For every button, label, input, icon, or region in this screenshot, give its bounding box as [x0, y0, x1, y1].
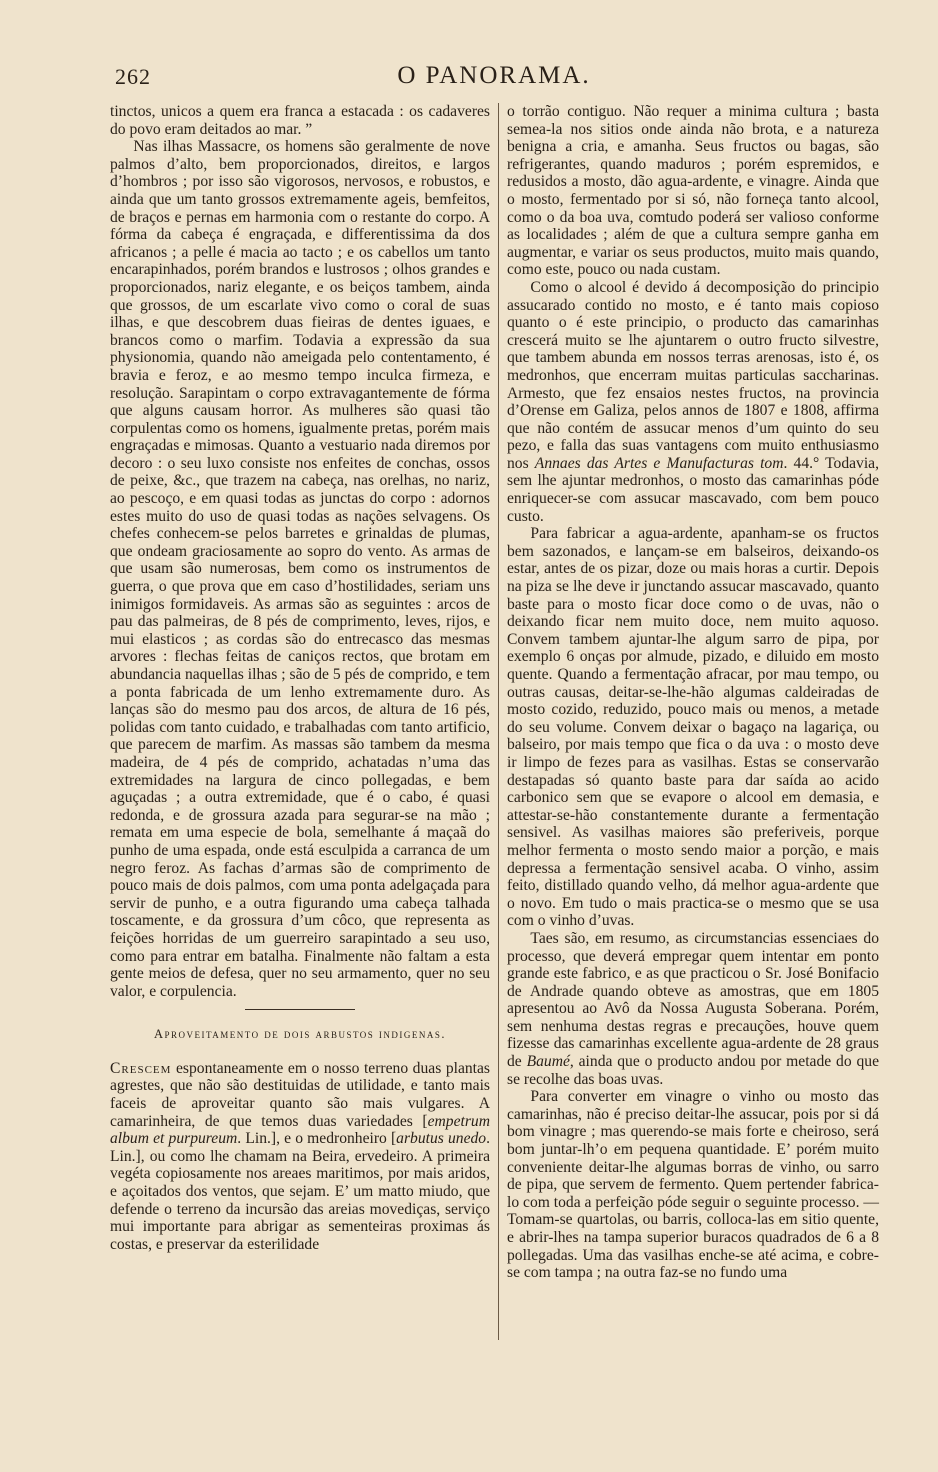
latin-name: empetrum album et purpureum [110, 1112, 490, 1148]
unit-name: Baumé [526, 1053, 570, 1071]
running-title: O PANORAMA. [397, 62, 591, 89]
paragraph-continuation: tinctos, unicos a quem era franca a estacada : os cadaveres do povo eram deitados ao mar. ” [110, 103, 490, 138]
lead-word: Crescem [110, 1059, 172, 1077]
paragraph-massacre-islands: Nas ilhas Massacre, os homens são geralmente de nove palmos d’alto, bem proporcionados, direitos, e largos d’hombros ; por isso são vigorosos, nervosos, e robustos, e ainda que um tanto grossos extremamente ageis, bemfeitos, de braços e pernas em harmonia com o restante do corpo. A fórma da cabeça é engraçada, e differentissima da dos africanos ; a pelle é macia ao tacto ; e os cabellos um tanto encarapinhados, porém brandos e lustrosos ; olhos grandes e proporcionados, nariz elegante, e os beiços tambem, ainda que grossos, de um escarlate vivo como o coral de suas ilhas, e que descobrem duas fieiras de dentes iguaes, e brancos como o marfim. Todavia a expressão da sua physionomia, quando não ameigada pelo contentamento, é bravia e feroz, e ao mesmo tempo inculca firmeza, e resolução. Sarapintam o corpo extravagantemente de fórma que alguns causam horror. As mulheres são quasi tão corpulentas como os homens, igualmente pretas, porém mais engraçadas e mimosas. Quanto a vestuario nada diremos por decoro : o seu luxo consiste nos enfeites de conchas, ossos de peixe, &c., que trazem na cabeça, nas orelhas, no nariz, ao pescoço, e em quasi todas as junctas do corpo : adornos estes muito do uso de quasi todas as nações selvagens. Os chefes conhecem-se pelos barretes e grinaldas de plumas, que ondeam graciosamente ao sopro do vento. As armas de que usam são numerosas, bem como os instrumentos de guerra, o que prova que em caso d’hostilidades, seriam uns inimigos formidaveis. As armas são as seguintes : arcos de pau das palmeiras, de 8 pés de comprimento, leves, rijos, e mui elasticos ; as cordas são do entrecasco das mesmas arvores : flechas feitas de caniços rectos, que brotam em abundancia naquellas ilhas ; são de 5 pés de comprido, e tem a ponta fabricada de um lenho extremamente duro. As lanças são do mesmo pau dos arcos, de altura de 16 pés, polidas com tanto cuidado, e trabalhadas com tanto artificio, que parecem de marfim. As massas são tambem da mesma madeira, de 4 pés de comprido, achatadas n’uma das extremidades na largura de cinco pollegadas, e bem aguçadas ; a outra extremidade, que é o cabo, é quasi redonda, e de grossura azada para segurar-se na mão ; remata em uma especie de bola, semelhante á maçaã do punho de uma espada, onde está esculpida a carranca de um negro feroz. As fachas d’armas são de comprimento de pouco mais de dois palmos, com uma ponta adelgaçada para servir de punho, e a outra figurando uma cabeça talhada toscamente, e da grossura d’um côco, que representa as feições horridas de um guerreiro sarapintado a seu uso, como para entrar em batalha. Finalmente não faltam a esta gente meios de defesa, quer no seu armamento, quer no seu valor, e corpulencia. [110, 138, 490, 1000]
paragraph-brandy-process: Para fabricar a agua-ardente, apanham-se os fructos bem sazonados, e lançam-se em balseiros, deixando-os estar, antes de os pizar, doze ou mais horas a curtir. Depois na piza se lhe deve ir junctando assucar mascavado, quanto baste para o mosto ficar doce como o de uvas, não o deixando ficar nem muito doce, nem muito aquoso. Convem tambem ajuntar-lhe algum sarro de pipa, por exemplo 6 onças por almude, pizado, e diluido em mosto quente. Quando a fermentação afracar, por mau tempo, ou outras causas, deitar-se-lhe-hão algumas caldeiradas de mosto cozido, reduzido, pouco mais ou menos, a metade do seu volume. Convem deixar o bagaço na lagariça, ou balseiro, por mais tempo que fica o da uva : o mosto deve ir limpo de fezes para as vasilhas. Estas se conservarão destapadas só quanto baste para dar saída ao acido carbonico sem que se evapore o alcool em demasia, e attestar-se-hão constantemente durante a fermentação sensivel. As vasilhas maiores são preferiveis, porque melhor fermenta o mosto sendo maior a porção, e mais depressa a fermentação sensivel acaba. O vinho, assim feito, distillado quando velho, dá melhor agua-ardente que o novo. Em tudo o mais practica-se o mesmo que se usa com o vinho d’uvas. [507, 525, 879, 930]
section-divider [245, 1009, 355, 1010]
paragraph-shrubs-intro: Crescem espontaneamente em o nosso terreno duas plantas agrestes, que não são destituidas de utilidade, e tanto mais faceis de aproveitar quanto são mais vulgares. A camarinheira, de que temos duas variedades [empetrum album et purpureum. Lin.], e o medronheiro [arbutus unedo. Lin.], ou como lhe chamam na Beira, ervedeiro. A primeira vegéta copiosamente nos areaes maritimos, por mais aridos, e açoitados dos ventos, que sejam. E’ um matto miudo, que defende o terreno da incursão das areias movediças, serviço mui importante para abrigar as sementeiras proximas ás costas, e preservar da esterilidade [110, 1059, 490, 1253]
paragraph-vinegar: Para converter em vinagre o vinho ou mosto das camarinhas, não é preciso deitar-lhe assucar, pois por si dá bom vinagre ; mas querendo-se mais forte e cheiroso, será bom juntar-lh’o em pequena quantidade. E’ porém muito conveniente deitar-lhe algumas borras de vinho, ou sarro de pipa, que servem de fermento. Quem pertender fabrica-lo com toda a perfeição póde seguir o seguinte processo. —Tomam-se quartolas, ou barris, colloca-las em sitio quente, e abrir-lhes na tampa superior buracos quadrados de 6 a 8 pollegadas. Uma das vasilhas enche-se até acima, e cobre-se com tampa ; na outra faz-se no fundo uma [507, 1088, 879, 1282]
right-column [507, 103, 879, 1282]
paragraph-alcohol: Como o alcool é devido á decomposição do principio assucarado contido no mosto, e é tanto mais copioso quanto o é este principio, o producto das camarinhas crescerá muito se lhe ajuntarem o outro fructo silvestre, que tambem abunda em nossos terras arenosas, isto é, os medronhos, que encerram muitas particulas saccharinas. Armesto, que fez ensaios nestes fructos, na provincia d’Orense em Galiza, pelos annos de 1807 e 1808, affirma que não contém de assucar menos d’um quinto do seu pezo, e falla das suas vantagens com muito enthusiasmo nos Annaes das Artes e Manufacturas tom. 44.° Todavia, sem lhe ajuntar medronhos, o mosto das camarinhas póde enriquecer-se com assucar mascavado, com bem pouco custo. [507, 278, 879, 525]
paragraph-summary: Taes são, em resumo, as circumstancias essenciaes do processo, que deverá empregar quem intentar em ponto grande este fabrico, e as que practicou o Sr. José Bonifacio de Andrade quando obteve as amostras, que em 1805 apresentou ao Avô da Nossa Augusta Soberana. Porém, sem nenhuma destas regras e precauções, houve quem fizesse das camarinhas excellente agua-ardente de 28 graus de Baumé, ainda que o producto andou por metade do que se recolhe das boas uvas. [507, 929, 879, 1088]
column-rule [498, 103, 499, 1340]
left-column [110, 103, 490, 1253]
page-header [110, 60, 878, 94]
latin-name: arbutus unedo [396, 1130, 487, 1148]
paragraph-continuation: o torrão contiguo. Não requer a minima cultura ; basta semea-la nos sitios onde ainda não brota, e a natureza benigna a cria, e amanha. Seus fructos ou bagas, são refrigerantes, quando maduros ; porém espremidos, e redusidos a mosto, dão agua-ardente, e vinagre. Ainda que o mosto, fermentado por si só, não forneça tanto alcool, como o da boa uva, comtudo poderá ser valioso conforme as localidades ; além de que a cultura sempre ganha em augmentar, e variar os seus productos, muito mais quando, como este, pouco ou nada custam. [507, 103, 879, 279]
page-number: 262 [115, 64, 151, 89]
section-title: Aproveitamento de dois arbustos indigenas. [153, 1027, 447, 1042]
journal-title: Annaes das Artes e Manufacturas tom [534, 454, 784, 472]
